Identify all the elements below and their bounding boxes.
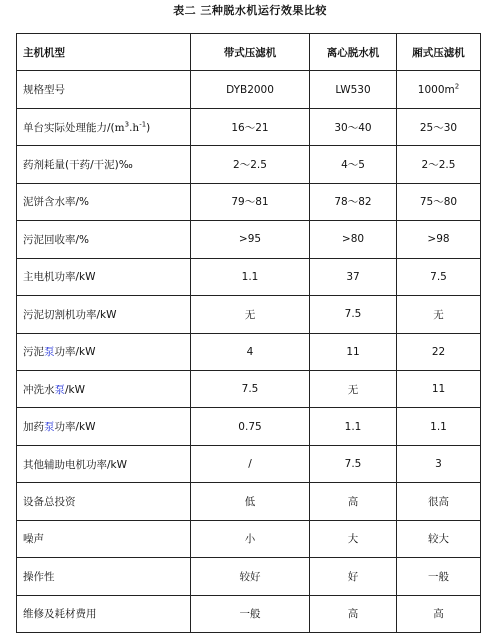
cell-value: 高 bbox=[397, 595, 481, 632]
table-title: 表二 三种脱水机运行效果比较 bbox=[173, 4, 327, 17]
cell-value: LW530 bbox=[310, 71, 397, 108]
cell-value: 低 bbox=[191, 483, 310, 520]
cell-value: 一般 bbox=[191, 595, 310, 632]
cell-value: 75～80 bbox=[397, 183, 481, 220]
row-label: 污泥切割机功率/kW bbox=[17, 296, 191, 333]
label-text: ) bbox=[146, 121, 151, 134]
table-row bbox=[17, 595, 481, 632]
cell-value: 25～30 bbox=[397, 108, 481, 145]
row-label bbox=[17, 370, 191, 407]
table-row bbox=[17, 71, 481, 108]
cell-value: 37 bbox=[310, 258, 397, 295]
cell-value: 无 bbox=[397, 296, 481, 333]
table-row bbox=[17, 221, 481, 258]
label-text: 功率/kW bbox=[54, 346, 96, 359]
table-row bbox=[17, 183, 481, 220]
table-row bbox=[17, 408, 481, 445]
cell-value: 一般 bbox=[397, 558, 481, 595]
table-row bbox=[17, 520, 481, 557]
cell-value: 较大 bbox=[397, 520, 481, 557]
cell-value: 79～81 bbox=[191, 183, 310, 220]
unit-sup: 3 bbox=[124, 120, 130, 129]
cell-value: 2～2.5 bbox=[397, 146, 481, 183]
highlighted-word: 泵 bbox=[54, 383, 65, 396]
cell-value bbox=[397, 71, 481, 108]
cell-value: 2～2.5 bbox=[191, 146, 310, 183]
table-row bbox=[17, 483, 481, 520]
row-label: 主电机功率/kW bbox=[17, 258, 191, 295]
row-label: 其他辅助电机功率/kW bbox=[17, 445, 191, 482]
cell-value: 78～82 bbox=[310, 183, 397, 220]
cell-value: 高 bbox=[310, 595, 397, 632]
header-centrifuge: 离心脱水机 bbox=[310, 34, 397, 71]
table-row bbox=[17, 333, 481, 370]
label-text: 单台实际处理能力/( bbox=[23, 121, 115, 134]
cell-value: >95 bbox=[191, 221, 310, 258]
comparison-table bbox=[16, 33, 481, 633]
cell-value: 7.5 bbox=[397, 258, 481, 295]
cell-value: 22 bbox=[397, 333, 481, 370]
row-label: 设备总投资 bbox=[17, 483, 191, 520]
cell-value: 小 bbox=[191, 520, 310, 557]
cell-value: 4 bbox=[191, 333, 310, 370]
row-label: 维修及耗材费用 bbox=[17, 595, 191, 632]
row-label: 泥饼含水率/% bbox=[17, 183, 191, 220]
label-text: 冲洗水 bbox=[23, 383, 55, 396]
cell-value: 0.75 bbox=[191, 408, 310, 445]
cell-value: 无 bbox=[310, 370, 397, 407]
table-row bbox=[17, 146, 481, 183]
row-label bbox=[17, 408, 191, 445]
cell-value: 11 bbox=[397, 370, 481, 407]
row-label: 规格型号 bbox=[17, 71, 191, 108]
cell-value: / bbox=[191, 445, 310, 482]
cell-value: 高 bbox=[310, 483, 397, 520]
header-row bbox=[17, 34, 481, 71]
cell-value: >98 bbox=[397, 221, 481, 258]
highlighted-word: 泵 bbox=[44, 421, 55, 434]
cell-value: 大 bbox=[310, 520, 397, 557]
cell-value: 11 bbox=[310, 333, 397, 370]
table-row bbox=[17, 370, 481, 407]
unit-h: .h bbox=[129, 121, 140, 134]
row-label bbox=[17, 333, 191, 370]
label-text: 功率/kW bbox=[54, 421, 96, 434]
cell-value: 3 bbox=[397, 445, 481, 482]
cell-value: 16～21 bbox=[191, 108, 310, 145]
cell-value-base: 1000m bbox=[417, 83, 455, 96]
cell-value: 7.5 bbox=[310, 445, 397, 482]
header-model: 主机机型 bbox=[17, 34, 191, 71]
label-text: /kW bbox=[65, 383, 86, 396]
table-row bbox=[17, 445, 481, 482]
table-row bbox=[17, 558, 481, 595]
unit-m: m bbox=[114, 121, 125, 134]
unit-sup: -1 bbox=[139, 120, 147, 129]
row-label: 污泥回收率/% bbox=[17, 221, 191, 258]
cell-value: >80 bbox=[310, 221, 397, 258]
cell-value: 7.5 bbox=[191, 370, 310, 407]
cell-value: 1.1 bbox=[310, 408, 397, 445]
row-label: 操作性 bbox=[17, 558, 191, 595]
cell-value: 30～40 bbox=[310, 108, 397, 145]
cell-value: 7.5 bbox=[310, 296, 397, 333]
table-row bbox=[17, 296, 481, 333]
cell-value: DYB2000 bbox=[191, 71, 310, 108]
cell-value: 好 bbox=[310, 558, 397, 595]
cell-value: 1.1 bbox=[191, 258, 310, 295]
header-chamber-press: 厢式压滤机 bbox=[397, 34, 481, 71]
label-text: 加药 bbox=[23, 421, 44, 434]
cell-value-sup: 2 bbox=[454, 82, 460, 91]
cell-value: 很高 bbox=[397, 483, 481, 520]
table-row bbox=[17, 108, 481, 145]
cell-value: 较好 bbox=[191, 558, 310, 595]
label-text: 污泥 bbox=[23, 346, 44, 359]
cell-value: 1.1 bbox=[397, 408, 481, 445]
row-label: 噪声 bbox=[17, 520, 191, 557]
cell-value: 4～5 bbox=[310, 146, 397, 183]
row-label bbox=[17, 108, 191, 145]
highlighted-word: 泵 bbox=[44, 346, 55, 359]
row-label: 药剂耗量(干药/干泥)‰ bbox=[17, 146, 191, 183]
table-row bbox=[17, 258, 481, 295]
cell-value: 无 bbox=[191, 296, 310, 333]
header-belt-press: 带式压滤机 bbox=[191, 34, 310, 71]
